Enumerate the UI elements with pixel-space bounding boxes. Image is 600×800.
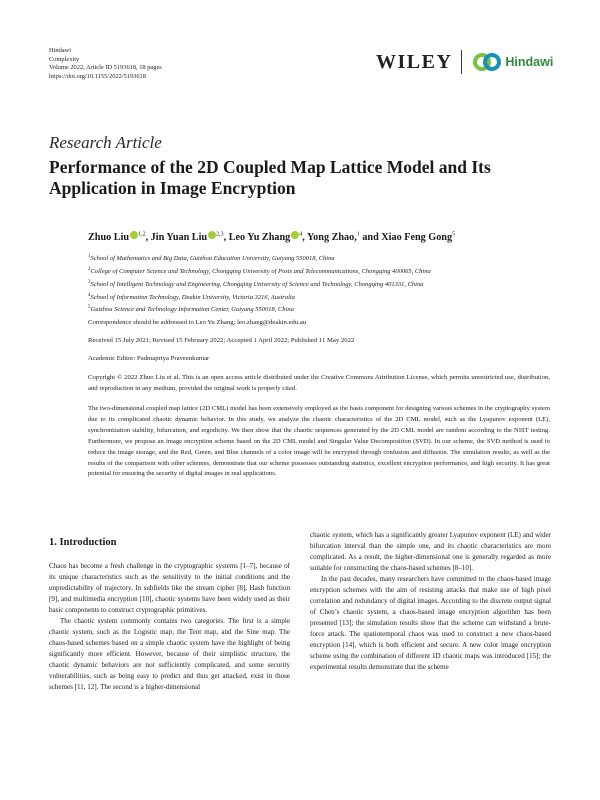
affiliation (88, 303, 431, 316)
author-separator: , (302, 232, 305, 243)
brand-divider (461, 50, 462, 74)
paragraph: Chaos has become a fresh challenge in the cryptographic systems [1–7], because of its unique characteristics such as the sensitivity to the initial conditions and the unpredictability of trajectory. In subfields like the stream cipher [8], Hash function [9], and multimedia encryption [10], chaotic systems have been widely used as their basic components to construct cryptographic primitives. (49, 562, 290, 614)
author-affiliation-marker: 4 (299, 231, 303, 238)
author (229, 232, 305, 243)
hindawi-logo-icon (472, 52, 502, 72)
affiliation (88, 278, 431, 291)
orcid-icon[interactable] (130, 231, 138, 239)
affiliation-list (88, 252, 431, 316)
correspondence: Correspondence should be addressed to Leo Yu Zhang; leo.zhang@deakin.edu.au (88, 319, 307, 326)
body-column-left (49, 561, 290, 693)
doi-link[interactable]: https://doi.org/10.1155/2022/5193618 (49, 72, 146, 80)
affiliation-text: College of Computer Science and Technology, Chongqing University of Posts and Telecommunications, Chongqing 400065, China (90, 268, 431, 276)
author (362, 232, 455, 243)
author (307, 232, 360, 243)
author-affiliation-marker: 1,2 (138, 231, 146, 238)
journal-name: Complexity (49, 55, 80, 63)
author-separator: , (223, 232, 227, 243)
copyright-notice: Copyright © 2022 Zhuo Liu et al. This is an open access article distributed under the Creative Commons Attribution License, which permits unrestricted use, distribution, and reproduction in any medium, provided the original work is properly cited. (88, 374, 550, 392)
author-name: Zhuo Liu (88, 232, 130, 243)
orcid-icon[interactable] (208, 231, 216, 239)
affiliation-number: 5 (88, 305, 91, 311)
affiliation-text: School of Information Technology, Deakin University, Victoria 3216, Australia (90, 293, 295, 301)
author (151, 232, 227, 243)
paragraph: chaotic system, which has a significantly greater Lyapunov exponent (LE) and wider bifurcation interval than the simple one, and its chaotic characteristics are more complicated. As a result, the higher-dimensional one is generally regarded as more suitable for constructing the chaos-based schemes [8–10]. (310, 531, 551, 572)
hindawi-wordmark: Hindawi (505, 55, 554, 69)
volume-line: Volume 2022, Article ID 5193618, 18 pages (49, 64, 162, 72)
author (88, 232, 148, 243)
publisher-brand (376, 50, 553, 74)
section-heading: 1. Introduction (49, 537, 117, 548)
affiliation (88, 291, 431, 304)
abstract: The two-dimensional coupled map lattice (2D CML) model has been extensively employed as the basis component for designing various schemes in the cryptography system due to its complicated chaotic dynamic behavior. In this study, we analyze the chaotic characteristics of the 2D CML model, such as the Lyapunov exponent (LE), synchronization stability, bifurcation, and ergodicity. We then show that the chaotic sequences generated by the 2D CML model are random according to the NIST testing. Furthermore, we propose an image encryption scheme based on the 2D CML model and Singular Value Decomposition (SVD). In our scheme, the SVD method is used to reduce the image storage, and the Red, Green, and Blue channels of a color image will be encrypted through confusion and diffusion. The simulation results, as well as the results of the comparison with other schemes, demonstrate that our scheme possesses outstanding statistics, excellent encryption performance, and high security. It has great potential for ensuring the security of digital images in real applications. (88, 405, 550, 478)
paragraph: The chaotic system commonly contains two categories. The first is a simple chaotic system, such as the Logistic map, the Tent map, and the Sine map. The chaos-based schemes based on a simple chaotic system have the highlight of being significantly more efficient. However, because of their simplistic structure, the chaotic dynamic behaviors are not sufficiently complicated, and some security vulnerabilities, such as being easy to predict and thus get attacked, exist in those schemes [11, 12]. The second is a higher-dimensional (49, 617, 290, 691)
author-separator: , (145, 232, 149, 243)
author-affiliation-marker: 1 (356, 231, 360, 238)
academic-editor: Academic Editor: Padmapriya Praveenkumar (88, 355, 210, 362)
affiliation-text: School of Intelligent Technology and Engineering, Chongqing University of Science and Technology, Chongqing 401331, China (90, 280, 424, 288)
wiley-logo: WILEY (376, 50, 453, 73)
affiliation-number: 3 (88, 279, 91, 285)
body-column-right (310, 530, 551, 673)
author-name: Jin Yuan Liu (150, 232, 208, 243)
publisher-name: Hindawi (49, 47, 72, 54)
author-list (88, 231, 455, 243)
affiliation (88, 265, 431, 278)
author-name: and Xiao Feng Gong (362, 232, 453, 243)
paragraph: In the past decades, many researchers have committed to the chaos-based image encryption schemes with the aim of resisting attacks that make use of high pixel correlation and redundancy of digital images. According to the discrete output signal of Chen’s chaotic system, a chaos-based image encryption algorithm has been presented [13]; the simulation results show that the scheme can withstand a brute-force attack. The spatiotemporal chaos was used to construct a new chaos-based encryption [14], which is both efficient and secure. A new color image encryption scheme using the combination of different 1D chaotic maps was introduced [15]; the experimental results demonstrate that the scheme (310, 575, 551, 671)
author-name: Yong Zhao, (306, 232, 357, 243)
article-title: Performance of the 2D Coupled Map Lattice Model and Its Application in Image Encryption (49, 157, 491, 198)
journal-meta (49, 47, 162, 81)
affiliation-number: 4 (88, 292, 91, 298)
affiliation-number: 2 (88, 266, 91, 272)
author-affiliation-marker: 2,3 (216, 231, 224, 238)
affiliation (88, 252, 431, 265)
affiliation-number: 1 (88, 254, 91, 259)
author-name: Leo Yu Zhang (228, 232, 291, 243)
article-dates: Received 15 July 2021; Revised 15 February 2022; Accepted 1 April 2022; Published 11 May 2022 (88, 337, 355, 344)
author-affiliation-marker: 5 (452, 231, 456, 238)
affiliation-text: School of Mathematics and Big Data, Guizhou Education University, Guiyang 550018, China (90, 255, 335, 263)
affiliation-text: Guizhou Science and Technology Information Center, Guiyang 550018, China (90, 306, 294, 314)
article-type: Research Article (49, 133, 162, 152)
